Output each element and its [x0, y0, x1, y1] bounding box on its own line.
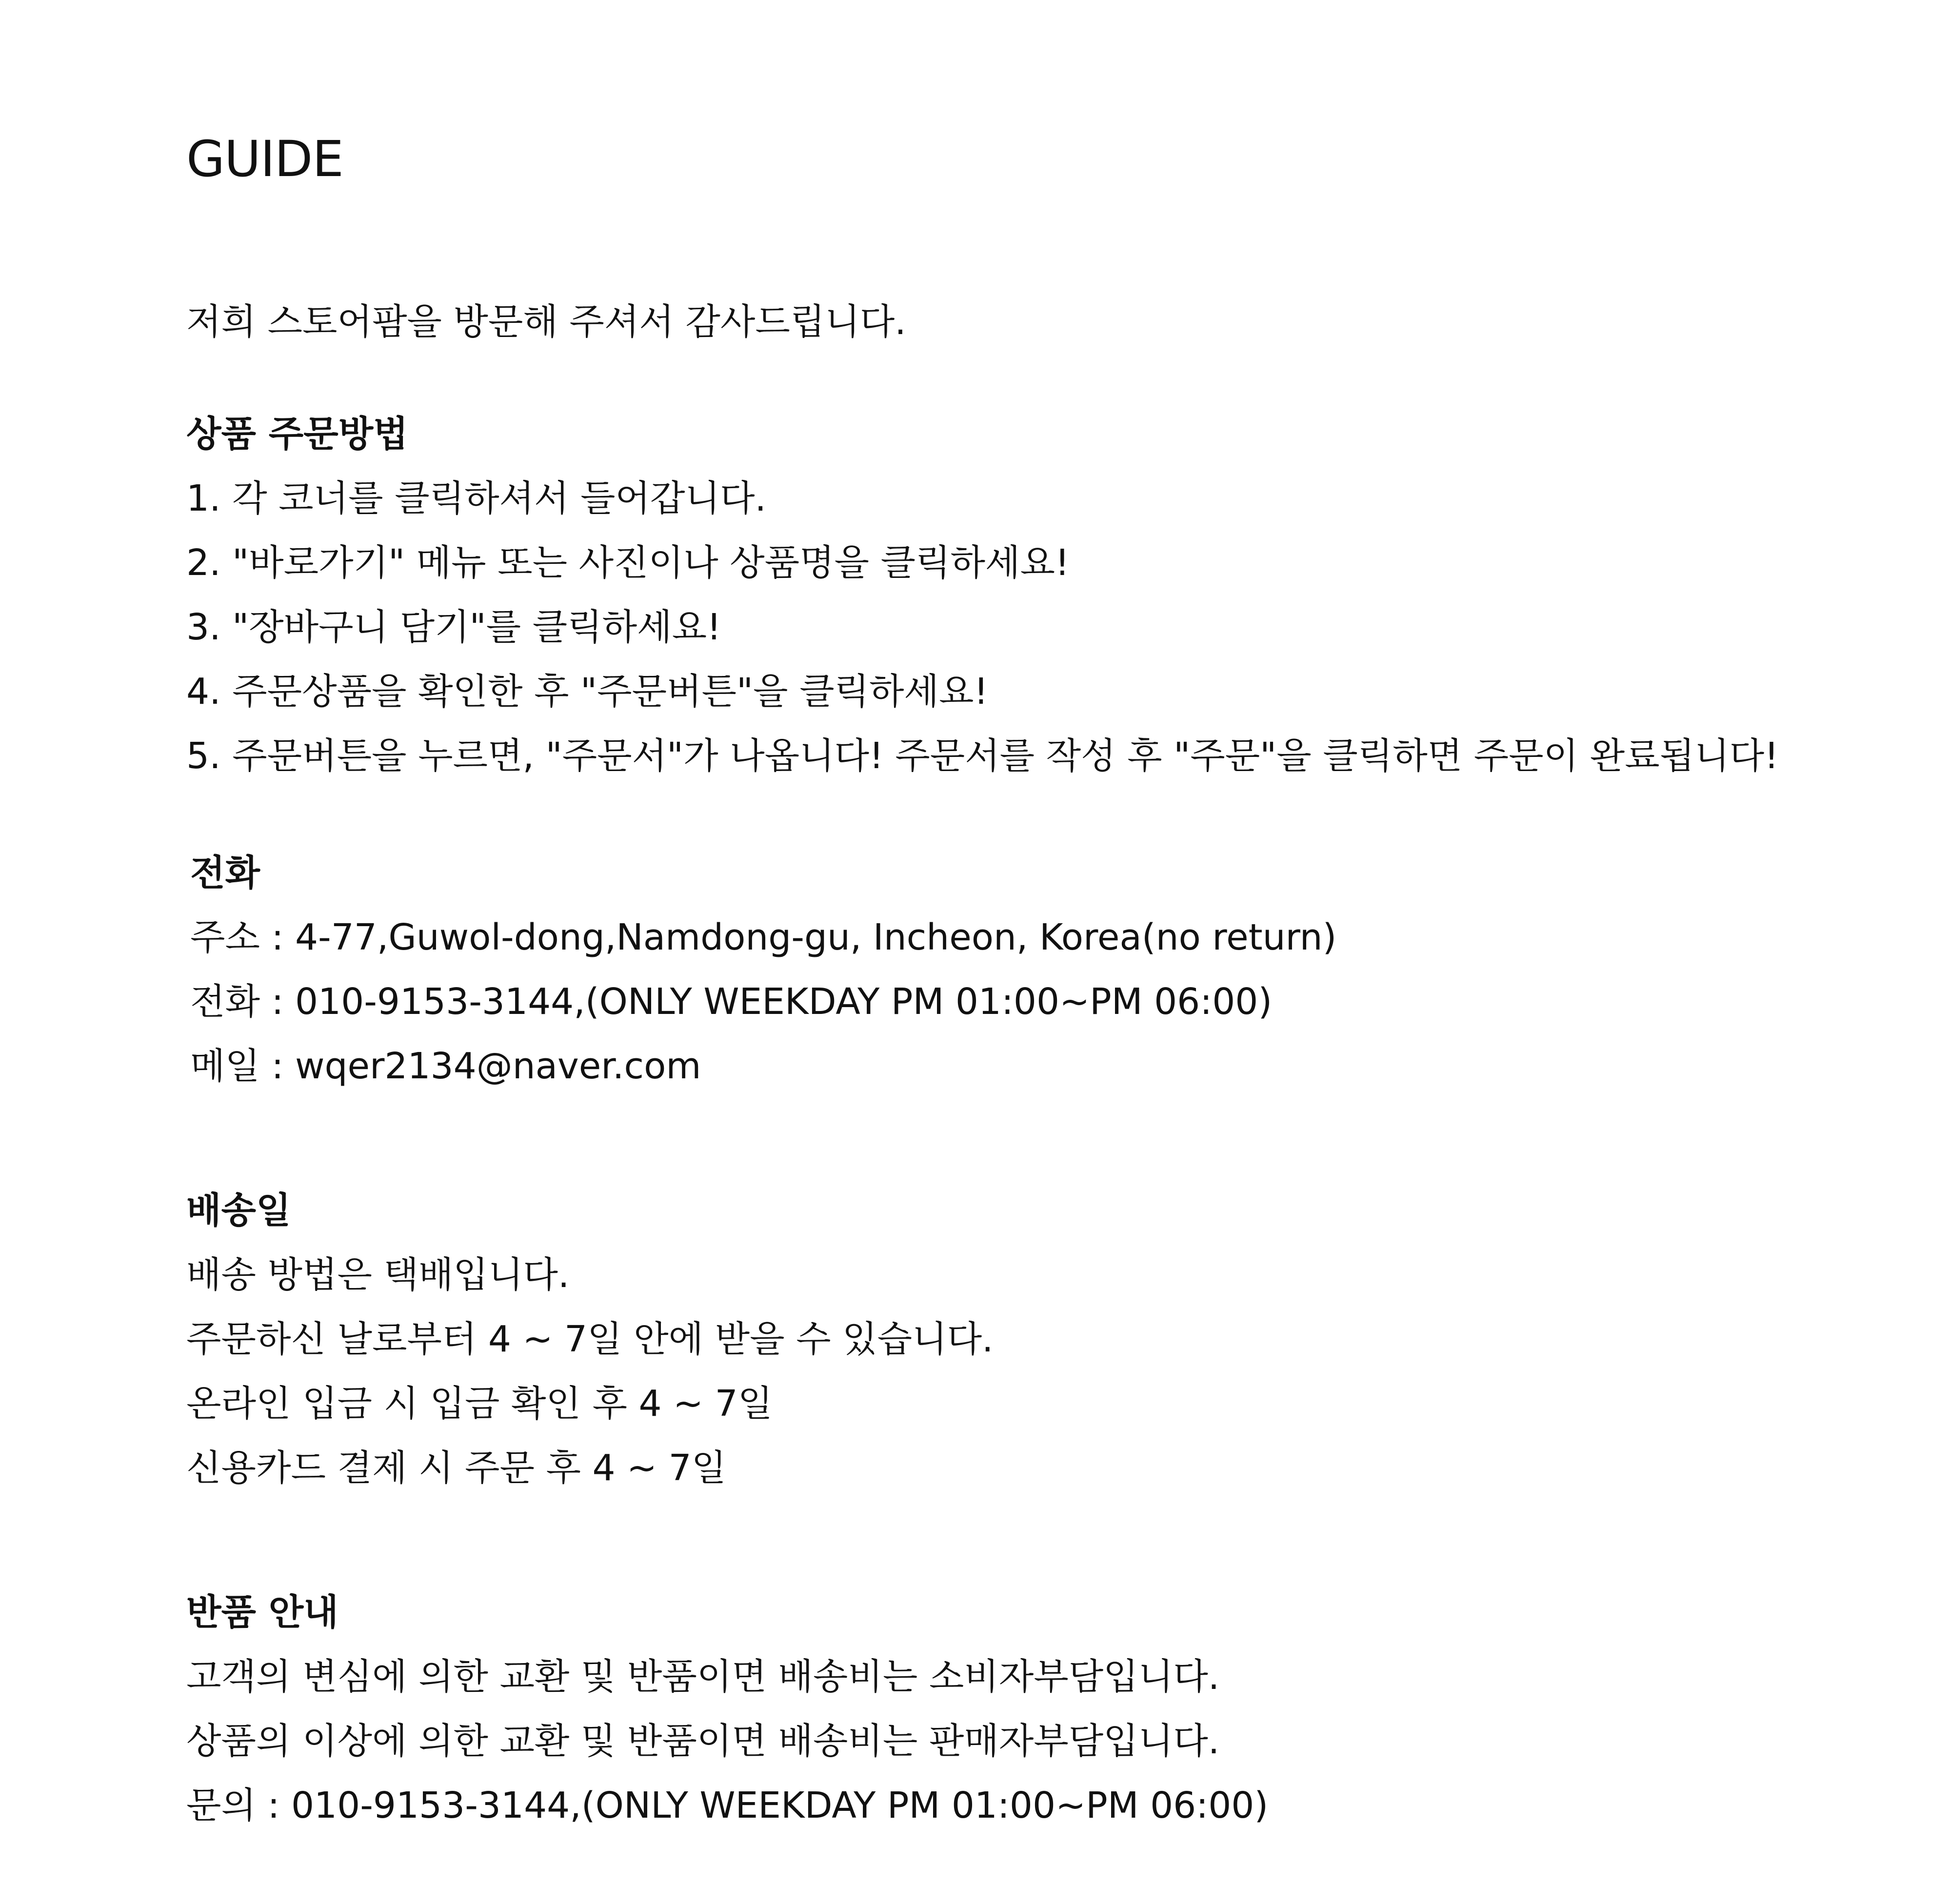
order-step-5: 5. 주문버튼을 누르면, "주문서"가 나옵니다! 주문서를 작성 후 "주문"을 클릭하면 주문이 완료됩니다! [186, 735, 1779, 777]
contact-email: 메일 : wqer2134@naver.com [190, 1045, 701, 1087]
returns-line-2: 상품의 이상에 의한 교환 및 반품이면 배송비는 판매자부담입니다. [186, 1720, 1220, 1762]
returns-line-1: 고객의 변심에 의한 교환 및 반품이면 배송비는 소비자부담입니다. [186, 1656, 1220, 1698]
returns-heading: 반품 안내 [186, 1591, 338, 1633]
order-method-heading: 상품 주문방법 [186, 413, 408, 455]
order-step-1: 1. 각 코너를 클릭하셔서 들어갑니다. [186, 477, 766, 519]
shipping-line-1: 배송 방법은 택배입니다. [186, 1254, 570, 1296]
contact-heading: 전화 [190, 852, 260, 894]
order-step-4: 4. 주문상품을 확인한 후 "주문버튼"을 클릭하세요! [186, 671, 989, 713]
shipping-line-4: 신용카드 결제 시 주문 후 4 ~ 7일 [186, 1447, 727, 1489]
shipping-heading: 배송일 [186, 1190, 291, 1231]
shipping-line-3: 온라인 입금 시 입금 확인 후 4 ~ 7일 [186, 1383, 773, 1425]
order-step-2: 2. "바로가기" 메뉴 또는 사진이나 상품명을 클릭하세요! [186, 542, 1070, 584]
returns-inquiry: 문의 : 010-9153-3144,(ONLY WEEKDAY PM 01:00~PM 06:00) [186, 1785, 1269, 1826]
page-title: GUIDE [186, 130, 343, 188]
order-step-3: 3. "장바구니 담기"를 클릭하세요! [186, 606, 721, 648]
welcome-text: 저희 스토어팜을 방문해 주셔서 감사드립니다. [186, 301, 906, 343]
shipping-line-2: 주문하신 날로부터 4 ~ 7일 안에 받을 수 있습니다. [186, 1318, 994, 1360]
contact-address: 주소 : 4-77,Guwol-dong,Namdong-gu, Incheon, Korea(no return) [190, 916, 1337, 958]
contact-phone: 전화 : 010-9153-3144,(ONLY WEEKDAY PM 01:00~PM 06:00) [190, 981, 1273, 1023]
